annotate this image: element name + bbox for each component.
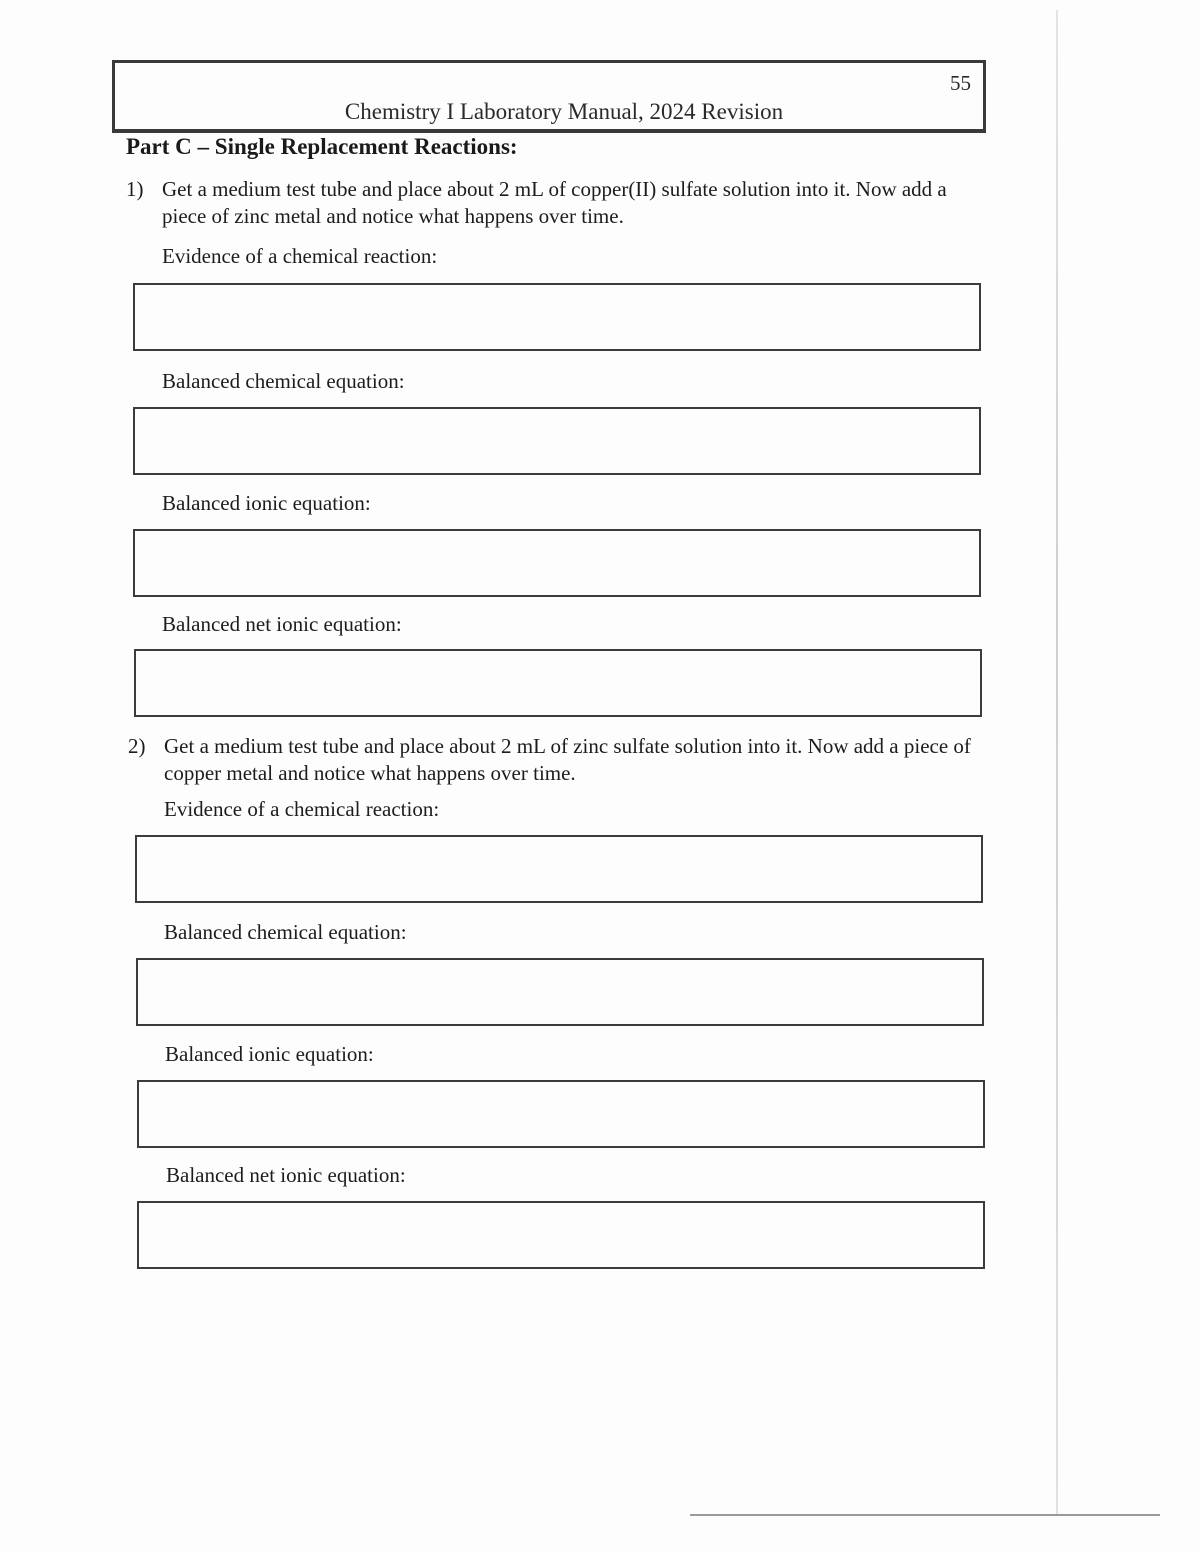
q2-ionic-equation-label: Balanced ionic equation: (165, 1042, 374, 1066)
manual-title: Chemistry I Laboratory Manual, 2024 Revision (344, 99, 784, 124)
q1-chemical-equation-label: Balanced chemical equation: (162, 369, 405, 393)
page-header-box (112, 60, 986, 133)
q1-ionic-equation-label: Balanced ionic equation: (162, 491, 371, 515)
question-2-text: Get a medium test tube and place about 2 mL of zinc sulfate solution into it. Now add a piece of copper metal and notice what happens over time. (164, 734, 971, 785)
q1-chemical-equation-answer-box[interactable] (133, 407, 981, 475)
question-1-text: Get a medium test tube and place about 2 mL of copper(II) sulfate solution into it. Now add a piece of zinc metal and notice what happens over time. (162, 177, 947, 228)
section-heading: Part C – Single Replacement Reactions: (126, 134, 518, 159)
q2-evidence-answer-box[interactable] (135, 835, 983, 903)
q2-net-ionic-equation-label: Balanced net ionic equation: (166, 1163, 406, 1187)
q1-evidence-label: Evidence of a chemical reaction: (162, 244, 438, 268)
q2-evidence-label: Evidence of a chemical reaction: (164, 797, 440, 821)
q1-evidence-answer-box[interactable] (133, 283, 981, 351)
q1-net-ionic-equation-answer-box[interactable] (134, 649, 982, 717)
q1-net-ionic-equation-label: Balanced net ionic equation: (162, 612, 402, 636)
scan-edge-right (1056, 10, 1058, 1515)
scan-edge-bottom (690, 1514, 1160, 1516)
q2-net-ionic-equation-answer-box[interactable] (137, 1201, 985, 1269)
q2-ionic-equation-answer-box[interactable] (137, 1080, 985, 1148)
page-number: 55 (950, 71, 971, 95)
q1-ionic-equation-answer-box[interactable] (133, 529, 981, 597)
q2-chemical-equation-label: Balanced chemical equation: (164, 920, 407, 944)
question-1-number: 1) (126, 177, 144, 201)
q2-chemical-equation-answer-box[interactable] (136, 958, 984, 1026)
question-2-number: 2) (128, 734, 146, 758)
